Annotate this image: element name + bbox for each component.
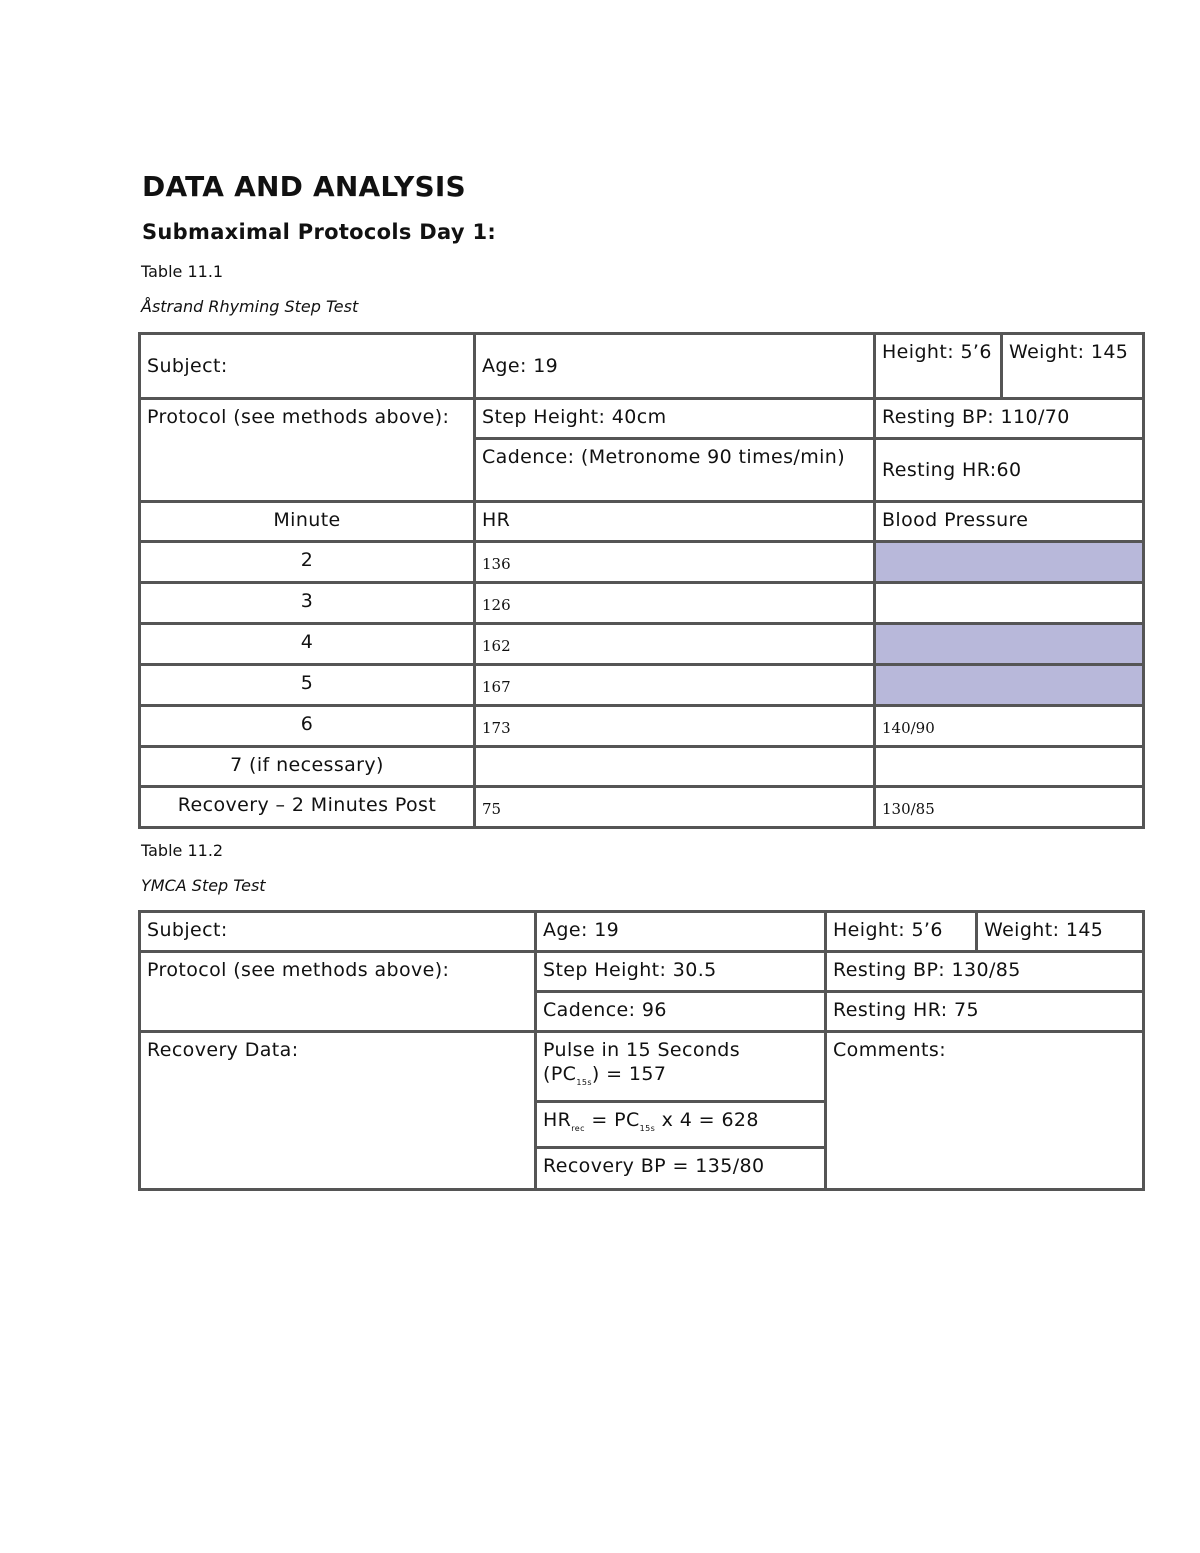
bp-cell <box>875 583 1144 624</box>
minute-cell: 4 <box>140 624 475 665</box>
step-height-cell: Step Height: 30.5 <box>536 952 826 992</box>
recovery-data-cell: Recovery Data: <box>140 1032 536 1190</box>
table1-label: Table 11.1 <box>141 262 224 281</box>
pulse-value: ) = 157 <box>591 1063 667 1085</box>
table-row <box>140 747 1144 787</box>
ymca-step-test-table <box>138 910 1145 1191</box>
pulse-line-1: Pulse in 15 Seconds <box>543 1039 741 1061</box>
hr-cell: 75 <box>475 787 875 828</box>
weight-cell: Weight: 145 <box>1002 334 1144 399</box>
age-cell: Age: 19 <box>475 334 875 399</box>
hr-value: x 4 = 628 <box>655 1108 759 1131</box>
hr-subscript-2: 15s <box>639 1123 656 1133</box>
hr-cell: 167 <box>475 665 875 706</box>
bp-cell <box>875 665 1144 706</box>
pulse-subscript: 15s <box>576 1077 592 1087</box>
bp-cell <box>875 747 1144 787</box>
minute-cell: 6 <box>140 706 475 747</box>
protocol-cell: Protocol (see methods above): <box>140 399 475 502</box>
hr-cell: 173 <box>475 706 875 747</box>
hr-cell <box>475 747 875 787</box>
table2-label: Table 11.2 <box>141 841 224 860</box>
hr-header: HR <box>475 502 875 542</box>
table-row <box>140 706 1144 747</box>
cadence-cell: Cadence: (Metronome 90 times/min) <box>475 439 875 502</box>
minute-cell: 5 <box>140 665 475 706</box>
comments-cell: Comments: <box>826 1032 1144 1190</box>
minute-cell: 3 <box>140 583 475 624</box>
pulse-cell <box>536 1032 826 1102</box>
hr-cell: 126 <box>475 583 875 624</box>
hr-cell: 162 <box>475 624 875 665</box>
resting-bp-cell: Resting BP: 110/70 <box>875 399 1144 439</box>
minute-cell: 2 <box>140 542 475 583</box>
age-cell: Age: 19 <box>536 912 826 952</box>
height-cell: Height: 5’6 <box>826 912 977 952</box>
step-height-cell: Step Height: 40cm <box>475 399 875 439</box>
table-row <box>140 542 1144 583</box>
hr-prefix: HR <box>543 1108 572 1131</box>
cadence-cell: Cadence: 96 <box>536 992 826 1032</box>
bp-cell <box>875 542 1144 583</box>
minute-cell: 7 (if necessary) <box>140 747 475 787</box>
resting-hr-cell: Resting HR:60 <box>875 439 1144 502</box>
height-cell: Height: 5’6 <box>875 334 1002 399</box>
hr-cell: 136 <box>475 542 875 583</box>
resting-hr-cell: Resting HR: 75 <box>826 992 1144 1032</box>
subject-cell: Subject: <box>140 912 536 952</box>
resting-bp-cell: Resting BP: 130/85 <box>826 952 1144 992</box>
table2-caption: YMCA Step Test <box>141 876 266 895</box>
table-row <box>140 665 1144 706</box>
astrand-step-test-table <box>138 332 1145 829</box>
table1-caption: Åstrand Rhyming Step Test <box>141 297 359 316</box>
hr-rec-cell <box>536 1101 826 1147</box>
bp-cell: 130/85 <box>875 787 1144 828</box>
table-row <box>140 624 1144 665</box>
subject-cell: Subject: <box>140 334 475 399</box>
table-row <box>140 787 1144 828</box>
minute-header: Minute <box>140 502 475 542</box>
hr-subscript: rec <box>571 1123 585 1133</box>
weight-cell: Weight: 145 <box>977 912 1144 952</box>
table-row <box>140 583 1144 624</box>
bp-cell: 140/90 <box>875 706 1144 747</box>
hr-mid: = PC <box>584 1108 640 1131</box>
recovery-bp-cell: Recovery BP = 135/80 <box>536 1147 826 1189</box>
protocol-cell: Protocol (see methods above): <box>140 952 536 1032</box>
bp-cell <box>875 624 1144 665</box>
minute-cell: Recovery – 2 Minutes Post <box>140 787 475 828</box>
section-title: Submaximal Protocols Day 1: <box>142 220 497 244</box>
page-title: DATA AND ANALYSIS <box>142 170 466 203</box>
pulse-prefix: (PC <box>543 1063 577 1085</box>
blood-pressure-header: Blood Pressure <box>875 502 1144 542</box>
